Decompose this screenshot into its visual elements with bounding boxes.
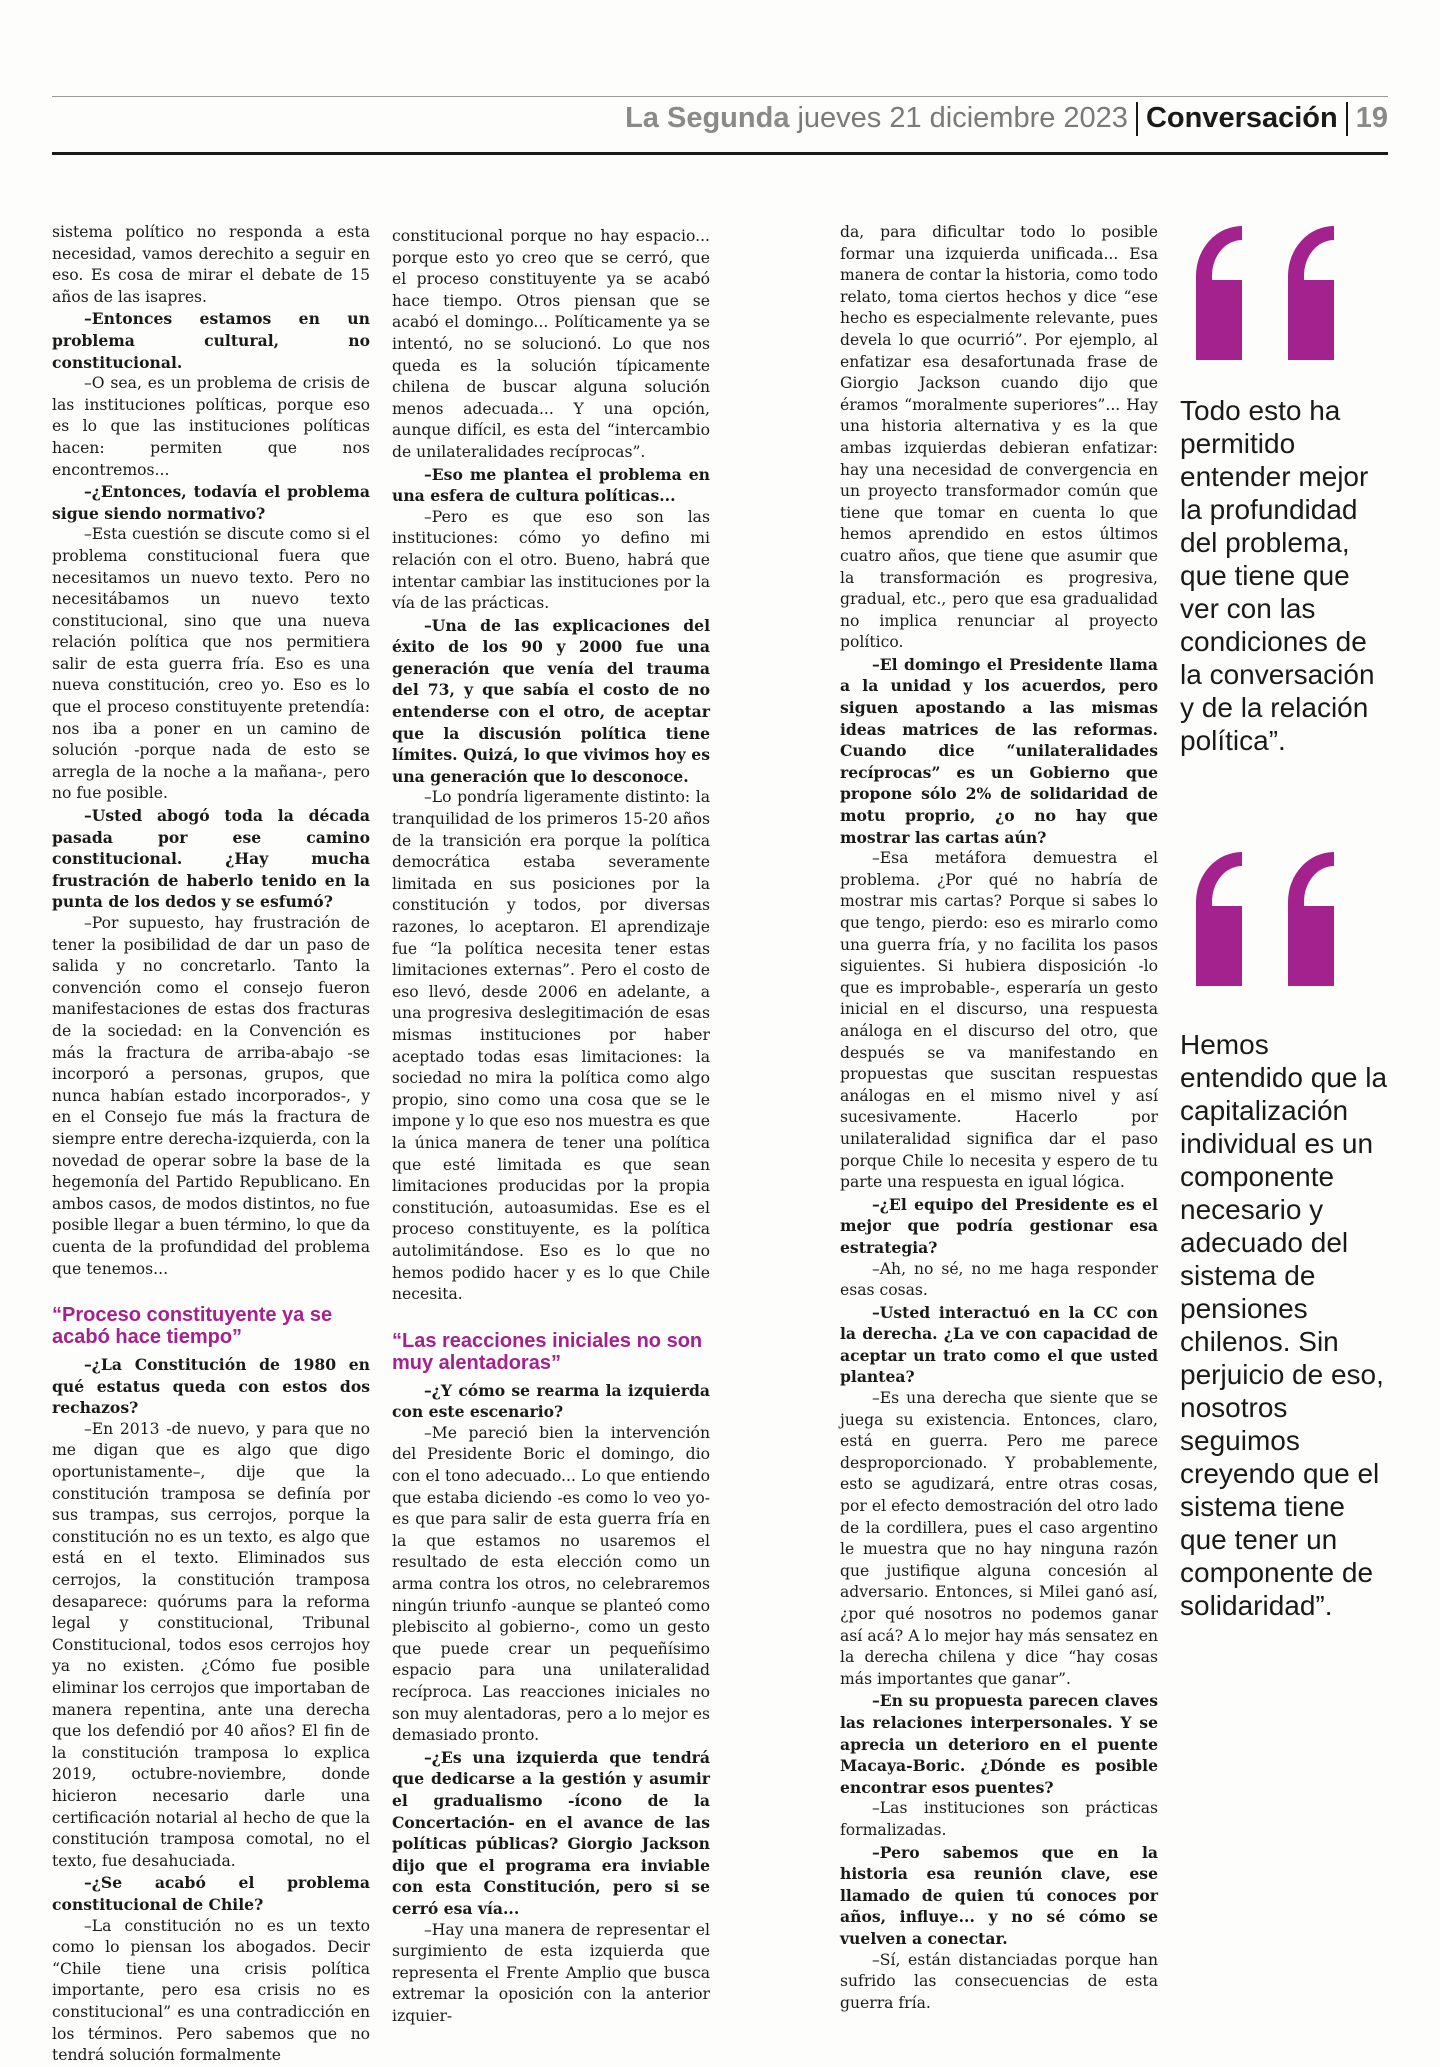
pull-quote-2 (1180, 852, 1392, 1622)
answer-paragraph: –Pero es que eso son las instituciones: cómo yo defino mi relación con el otro. Bueno, habrá que intentar cambiar las instituciones por la vía de las prácticas. (392, 507, 710, 613)
question-paragraph: –Pero sabemos que en la historia esa reunión clave, ese llamado de quien tú conoces por años, influye... y no sé cómo se vuelven a conectar. (840, 1842, 1158, 1948)
section-name: Conversación (1145, 102, 1338, 134)
answer-paragraph: –Hay una manera de representar el surgimiento de esta izquierda que representa el Frente Amplio que busca extremar la oposición con la anterior izquier- (392, 1920, 710, 2025)
question-paragraph: –¿Es una izquierda que tendrá que dedicarse a la gestión y asumir el gradualismo -ícono de la Concertación- en el avance de las políticas públicas? Giorgio Jackson dijo que el programa era inviable con esta Constitución, pero si se cerró esa vía... (392, 1747, 710, 1918)
quote-marks-icon (1180, 852, 1392, 986)
question-paragraph: –Entonces estamos en un problema cultural, no constitucional. (52, 309, 370, 372)
quote-mark-left (1180, 852, 1242, 986)
pull-quote-text: Todo esto ha permitido entender mejor la profundidad del problema, que tiene que ver con las condiciones de la conversación y de la relación política”. (1180, 395, 1375, 756)
answer-paragraph: –Las instituciones son prácticas formalizadas. (840, 1799, 1158, 1839)
answer-paragraph: –Esa metáfora demuestra el problema. ¿Por qué no habría de mostrar mis cartas? Porque si sabes lo que tengo, pierdo: eso es mirarlo como una guerra fría, y no facilita los pasos siguientes. Si hubiera disposición -lo que es improbable-, esperaría un gesto inicial en el discurso, una respuesta análoga en el discurso del otro, que después se va manifestando en propuestas que suscitan respuestas análogas en el mismo nivel y así sucesivamente. Hacerlo por unilateralidad significa dar el paso porque Chile lo necesita y espero de tu parte una respuesta en igual lógica. (840, 849, 1158, 1192)
quote-mark-right (1272, 852, 1334, 986)
page-number: 19 (1355, 102, 1388, 134)
question-paragraph: –¿Y cómo se rearma la izquierda con este escenario? (392, 1380, 710, 1422)
question-paragraph: –¿Se acabó el problema constitucional de Chile? (52, 1873, 370, 1914)
pull-quote-1 (1180, 226, 1392, 757)
masthead (625, 102, 1388, 136)
section-subheading: “Las reacciones iniciales no son muy alentadoras” (392, 1329, 703, 1374)
question-paragraph: –¿Entonces, todavía el problema sigue siendo normativo? (52, 482, 370, 523)
quote-mark-left (1180, 226, 1242, 360)
question-paragraph: –Eso me plantea el problema en una esfera de cultura políticas... (392, 464, 710, 506)
answer-paragraph: –En 2013 -de nuevo, y para que no me digan que es algo que digo oportunistamente–, dije que la constitución tramposa se definía por sus trampas, sus cerrojos, porque la constitución no es un texto, es algo que está en el texto. Eliminados sus cerrojos, la constitución tramposa desaparece: quórums para la reforma legal y constitucional, Tribunal Constitucional, todos esos cerrojos hoy ya no existen. ¿Cómo fue posible eliminar los cerrojos que importaban de manera repentina, ante una derecha que los defendió por 40 años? El fin de la constitución tramposa lo explica 2019, octubre-noviembre, donde hicieron necesario darle una certificación notarial al hecho de que la constitución tramposa comotal, no el texto, fue desahuciada. (52, 1419, 370, 1870)
header-top-rule (52, 96, 1388, 97)
answer-paragraph: –Me pareció bien la intervención del Presidente Boric el domingo, dio con el tono adecuado... Lo que entiendo que estaba diciendo -es como lo veo yo- es que para salir de esta guerra fría en la que estamos no usaremos el resultado de esta elección como un arma contra los otros, no celebraremos ningún triunfo -aunque se planteó como plebiscito al gobierno-, como un gesto que puede crear un pequeñísimo espacio para una unilateralidad recíproca. Las reacciones iniciales no son muy alentadoras, pero a lo mejor es demasiado pronto. (392, 1423, 710, 1745)
page-header (52, 98, 1388, 152)
issue-date: jueves 21 diciembre 2023 (797, 102, 1128, 134)
question-paragraph: –Usted interactuó en la CC con la derecha. ¿La ve con capacidad de aceptar un trato como el que usted plantea? (840, 1302, 1158, 1387)
header-divider (1346, 102, 1348, 136)
answer-paragraph: –Por supuesto, hay frustración de tener la posibilidad de dar un paso de salida y no concretarlo. Tanto la convención como el consejo fueron manifestaciones de estas dos fracturas de la sociedad: en la Convención es más la fractura de arriba-abajo -se incorporó a personas, grupos, que nunca habían estado incorporados-, y en el Consejo fue más la fractura de siempre entre derecha-izquierda, con la novedad de operar sobre la base de la hegemonía del Partido Republicano. En ambos casos, de modos distintos, no fue posible llegar a buen término, lo que da cuenta de la profundidad del problema que tenemos... (52, 914, 370, 1278)
answer-paragraph: –Es una derecha que siente que se juega su existencia. Entonces, claro, está en guerra. Pero me parece desproporcionado. Y probablemente, esto se agudizará, entre otras cosas, por el efecto demostración del otro lado de la cordillera, pues el caso argentino le muestra que no hay ninguna razón que justifique alguna concesión al adversario. Entonces, si Milei ganó así, ¿por qué nosotros no podemos ganar así acá? A lo mejor hay más sensatez en la derecha chilena y dice “hay cosas más importantes que ganar”. (840, 1389, 1158, 1688)
article-column-1 (52, 222, 370, 2067)
question-paragraph: –¿La Constitución de 1980 en qué estatus queda con estos dos rechazos? (52, 1355, 370, 1418)
header-divider (1136, 102, 1138, 136)
answer-paragraph: –Ah, no sé, no me haga responder esas cosas. (840, 1259, 1158, 1300)
newspaper-name: La Segunda (625, 102, 790, 134)
pull-quote-text: Hemos entendido que la capitalización individual es un componente necesario y adecuado del sistema de pensiones chilenos. Sin perjuicio de eso, nosotros seguimos creyendo que el sistema tiene que tener un componente de solidaridad”. (1180, 1029, 1388, 1621)
question-paragraph: –¿El equipo del Presidente es el mejor que podría gestionar esa estrategia? (840, 1194, 1158, 1257)
answer-paragraph: –Esta cuestión se discute como si el problema constitucional fuera que necesitamos un nuevo texto. Pero no necesitábamos un nuevo texto constitucional, sino que una nueva relación política que nos permitiera salir de esta guerra fría. Eso es una nueva constitución, creo yo. Eso es lo que el proceso constituyente pretendía: nos iba a poner en un camino de solución -porque nada de esto se arregla de la noche a la mañana-, pero no fue posible. (52, 525, 370, 803)
quote-mark-right (1272, 226, 1334, 360)
question-paragraph: –En su propuesta parecen claves las relaciones interpersonales. Y se aprecia un deterioro en el puente Macaya-Boric. ¿Dónde es posible encontrar esos puentes? (840, 1691, 1158, 1797)
quote-marks-icon (1180, 226, 1392, 360)
question-paragraph: –Una de las explicaciones del éxito de los 90 y 2000 fue una generación que venía del trauma del 73, y que sabía el costo de no entenderse con el otro, de aceptar que la discusión política tiene límites. Quizá, lo que vivimos hoy es una generación que lo desconoce. (392, 615, 710, 786)
header-bottom-rule (52, 152, 1388, 155)
answer-paragraph: constitucional porque no hay espacio... porque esto yo creo que se cerró, que el proceso constituyente ya se acabó hace tiempo. Otros piensan que se acabó el domingo... Políticamente ya se intentó, no se solucionó. Lo que nos queda es la solución típicamente chilena de buscar alguna solución menos adecuada... Y una opción, aunque difícil, es esta del “intercambio de unilateralidades recíprocas”. (392, 227, 710, 461)
answer-paragraph: –Lo pondría ligeramente distinto: la tranquilidad de los primeros 15-20 años de la transición era porque la política democrática estaba severamente limitada en sus posiciones por la constitución y todos, por diversas razones, lo aceptaron. El aprendizaje fue “la política necesita tener estas limitaciones externas”. Pero el costo de eso llevó, desde 2006 en adelante, a una progresiva deslegitimación de esas mismas instituciones por haber aceptado todas esas limitaciones: la sociedad no mira la política como algo propio, sino como una cosa que se le impone y lo que eso nos muestra es que la única manera de tener una política que esté limitada es que sean limitaciones producidas por la propia constitución, autoasumidas. Ese es el proceso constituyente, es la política autolimitándose. Eso es lo que no hemos podido hacer y es lo que Chile necesita. (392, 788, 710, 1304)
answer-paragraph: –Sí, están distanciadas porque han sufrido las consecuencias de esta guerra fría. (840, 1950, 1158, 2012)
question-paragraph: –Usted abogó toda la década pasada por ese camino constitucional. ¿Hay mucha frustración de haberlo tenido en la punta de los dedos y se esfumó? (52, 806, 370, 912)
question-paragraph: –El domingo el Presidente llama a la unidad y los acuerdos, pero siguen apostando a las mismas ideas matrices de las reformas. Cuando dice “unilateralidades recíprocas” es un Gobierno que propone sólo 2% de solidaridad de motu proprio, ¿o no hay que mostrar las cartas aún? (840, 654, 1158, 847)
answer-paragraph: da, para dificultar todo lo posible formar una izquierda unificada... Esa manera de contar la historia, como todo relato, toma ciertos hechos y dice “ese hecho es especialmente relevante, pues devela lo que ocurrió”. Por ejemplo, al enfatizar esa desafortunada frase de Giorgio Jackson cuando dijo que éramos “moralmente superiores”... Hay una historia alternativa y es la que ambas izquierdas debieran enfatizar: hay una necesidad de convergencia en un proyecto transformador común que tiene que tomar en cuenta lo que hemos aprendido en estos últimos cuatro años, que tiene que asumir que la transformación es progresiva, gradual, etc., pero que esa gradualidad no implica renunciar al proyecto político. (840, 223, 1158, 652)
article-column-3 (840, 222, 1158, 2014)
answer-paragraph: –La constitución no es un texto como lo piensan los abogados. Decir “Chile tiene una crisis política importante, pero esa crisis no es constitucional” es una contradicción en los términos. Pero sabemos que no tendrá solución formalmente (52, 1916, 370, 2065)
answer-paragraph: sistema político no responda a esta necesidad, vamos derechito a seguir en eso. Es cosa de mirar el debate de 15 años de las isapres. (52, 223, 370, 306)
answer-paragraph: –O sea, es un problema de crisis de las instituciones políticas, porque eso es lo que las instituciones políticas hacen: permiten que nos encontremos... (52, 374, 370, 479)
section-subheading: “Proceso constituyente ya se acabó hace tiempo” (52, 1304, 333, 1349)
article-column-2 (392, 226, 710, 2028)
